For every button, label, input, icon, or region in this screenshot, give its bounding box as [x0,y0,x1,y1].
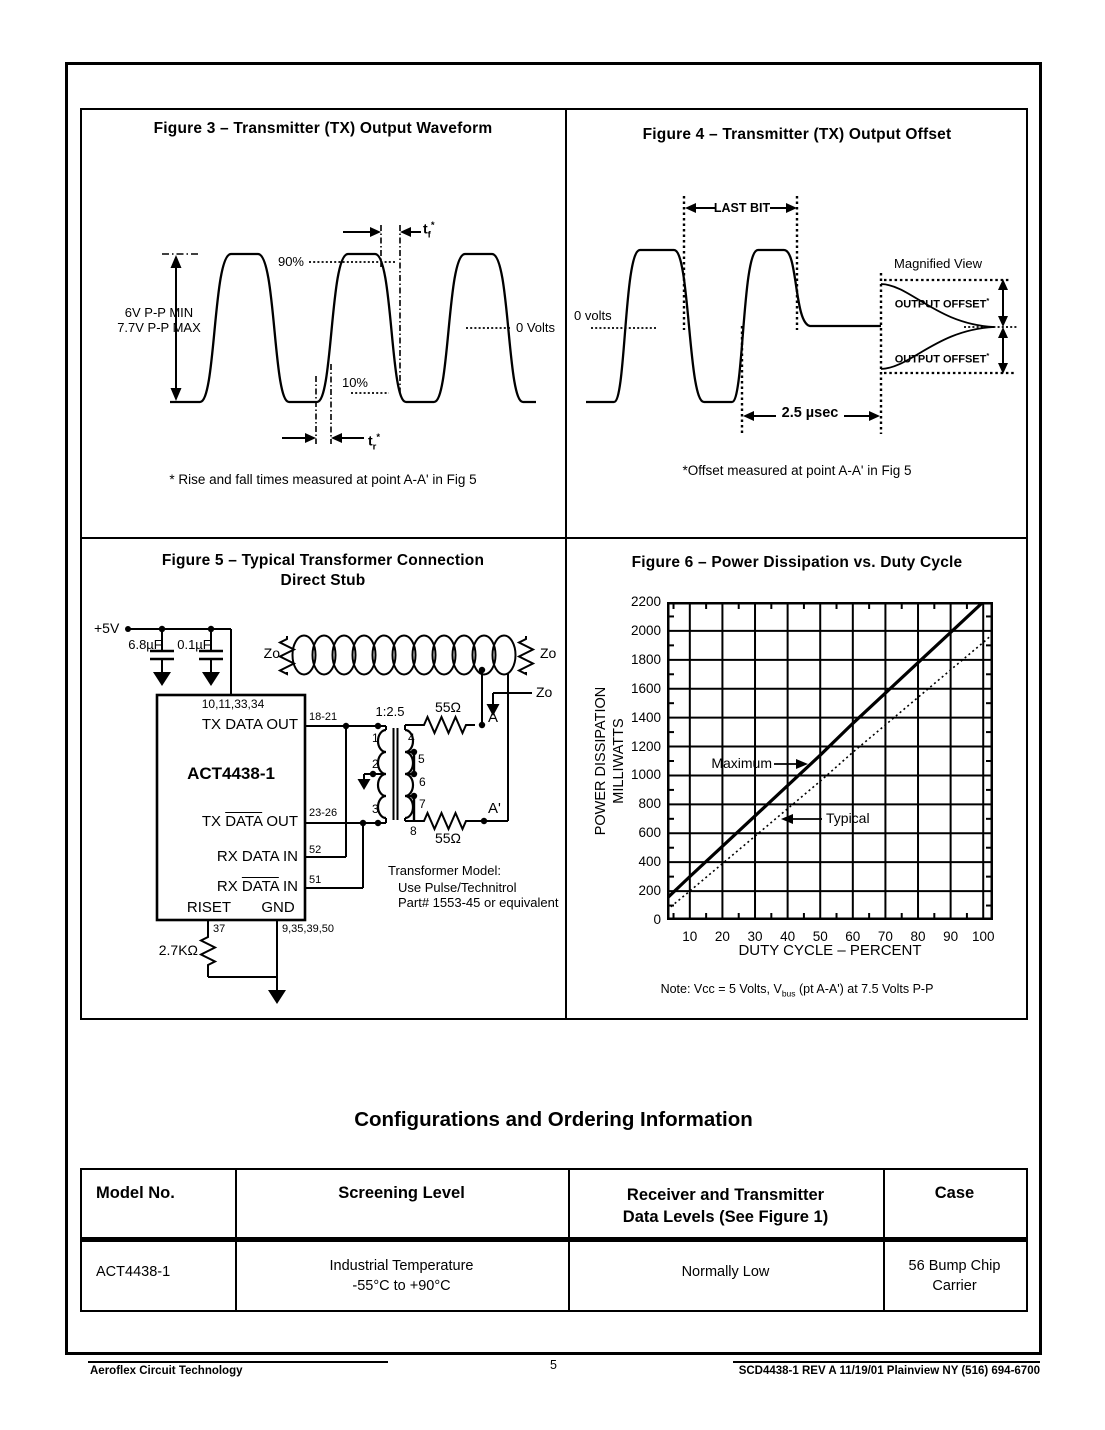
last-bit-label: LAST BIT [713,201,771,215]
fig6-note: Note: Vcc = 5 Volts, $V_{bus}$ (pt A-A') at 7.5 Volts P-P [660,982,934,999]
r55-top-label: 55Ω [434,699,462,715]
riset-resistor-label: 2.7KΩ [158,942,198,958]
x-tick-label: 70 [877,929,893,944]
y-tick-label: 600 [638,825,661,841]
table-cell-case: 56 Bump Chip Carrier [908,1258,1001,1294]
figure5-title-line1: Figure 5 – Typical Transformer Connection [161,552,485,569]
table-cell-screening: Industrial Temperature -55°C to +90°C [329,1258,474,1294]
ordering-table [80,1168,1028,1312]
series-typical [667,634,993,910]
x-tick-label: 80 [910,929,926,944]
output-offset-lower-label: OUTPUT OFFSET* [894,351,990,366]
table-header-case: Case [934,1184,975,1202]
winding-8: 8 [410,824,417,838]
gnd-label: GND [261,899,295,916]
fig4-footnote: *Offset measured at point A-A' in Fig 5 [682,463,912,478]
y-tick-label: 2200 [630,594,661,609]
pin-51: 51 [309,874,322,886]
typical-series-label: Typical [826,810,870,826]
output-offset-upper-label: OUTPUT OFFSET* [894,296,990,311]
footer-doc-id: SCD4438-1 REV A 11/19/01 Plainview NY (516) 694-6700 [738,1365,1040,1377]
pins-gnd: 9,35,39,50 [282,923,334,935]
y-tick-label: 1000 [630,767,661,783]
magnified-view-label: Magnified View [894,256,982,271]
winding-5: 5 [418,752,425,766]
y-tick-label: 2000 [630,622,661,638]
winding-3: 3 [372,802,379,816]
table-header-model: Model No. [96,1184,175,1202]
pin-18-21: 18-21 [309,711,338,723]
supply-label: +5V [94,620,120,636]
duration-label: 2.5 µsec [781,405,839,421]
tx-data-out-label: TX DATA OUT [201,716,298,733]
last-bit-waveform [586,250,881,402]
winding-2: 2 [372,757,379,771]
figure6-title: Figure 6 – Power Dissipation vs. Duty Cycle [631,554,963,571]
x-tick-label: 100 [971,929,995,944]
figure4-cell [566,108,1028,538]
r55-top [420,717,475,733]
pin-37: 37 [213,923,226,935]
turns-ratio-label: 1:2.5 [375,704,405,719]
point-a-label: A [488,709,499,726]
y-tick-label: 200 [638,883,661,899]
winding-4: 4 [408,731,415,745]
fig3-footnote: * Rise and fall times measured at point A-A' in Fig 5 [169,472,477,487]
maximum-series-label: Maximum [711,755,772,771]
y-tick-label: 800 [638,796,661,812]
winding-1: 1 [372,731,379,745]
table-header-divider [82,1237,1026,1242]
pct10-label: 10% [341,375,368,390]
r55-bottom [420,813,475,829]
pin-52: 52 [309,844,322,856]
pct90-label: 90% [277,254,304,269]
zo-right-resistor [519,636,533,674]
table-cell-model: ACT4438-1 [96,1264,171,1280]
tr-label: $t_r^*$ [368,432,381,453]
chip-name-label: ACT4438-1 [187,764,275,783]
tf-label: $t_f^*$ [423,220,435,241]
transformer-model-line1: Transformer Model: [388,863,501,878]
x-tick-label: 10 [682,929,698,944]
x-axis-title: DUTY CYCLE – PERCENT [738,942,922,959]
transformer-model-line3: Part# 1553-45 or equivalent [398,895,559,910]
zero-volts-label: 0 Volts [516,320,556,335]
x-tick-label: 90 [943,929,959,944]
r55-bottom-label: 55Ω [434,830,462,846]
series-maximum [667,602,993,898]
table-cell-levels: Normally Low [681,1264,770,1280]
x-tick-label: 60 [845,929,861,944]
zo-left-label: Zo [263,645,280,661]
amplitude-label: 6V P-P MIN 7.7V P-P MAX [117,305,201,335]
y-tick-label: 0 [653,912,661,927]
x-tick-label: 30 [747,929,763,944]
rx-data-in-inverted-label: RX DATA IN [216,878,298,895]
footer-page-number: 5 [550,1358,557,1372]
rx-data-in-label: RX DATA IN [216,848,298,865]
figure3-cell [80,108,566,538]
x-tick-label: 40 [780,929,796,944]
ordering-heading: Configurations and Ordering Information [354,1108,753,1131]
figure6-cell [566,538,1028,1020]
y-tick-label: 400 [638,854,661,870]
cap2-label: 0.1µF [177,637,211,652]
chip-top-pins-label: 10,11,33,34 [201,697,265,711]
figure3-title: Figure 3 – Transmitter (TX) Output Waveform [153,120,493,137]
figure4-title: Figure 4 – Transmitter (TX) Output Offset [642,126,952,143]
y-tick-label: 1800 [630,651,661,667]
winding-7: 7 [419,797,426,811]
winding-6: 6 [419,775,426,789]
figure5-title-line2: Direct Stub [280,572,366,589]
table-header-levels: Receiver and Transmitter Data Levels (See Figure 1) [622,1186,829,1226]
cap1-label: 6.8µF [128,637,162,652]
x-tick-label: 20 [714,929,730,944]
y-axis-title: POWER DISSIPATION MILLIWATTS [593,686,627,836]
y-tick-label: 1200 [630,738,661,754]
zo-stub-label: Zo [536,684,553,700]
pin-23-26: 23-26 [309,807,338,819]
point-a-prime-label: A' [488,800,501,817]
zo-right-label: Zo [540,645,557,661]
footer-company: Aeroflex Circuit Technology [90,1365,243,1377]
riset-label: RISET [186,899,232,916]
table-header-screening: Screening Level [338,1184,465,1202]
y-tick-label: 1600 [630,680,661,696]
figure5-cell [80,538,566,1020]
zero-volts-label: 0 volts [574,308,612,323]
x-tick-label: 50 [812,929,828,944]
tx-data-out-inverted-label: TX DATA OUT [201,813,298,830]
transformer-model-line2: Use Pulse/Technitrol [398,880,517,895]
y-tick-label: 1400 [630,709,661,725]
